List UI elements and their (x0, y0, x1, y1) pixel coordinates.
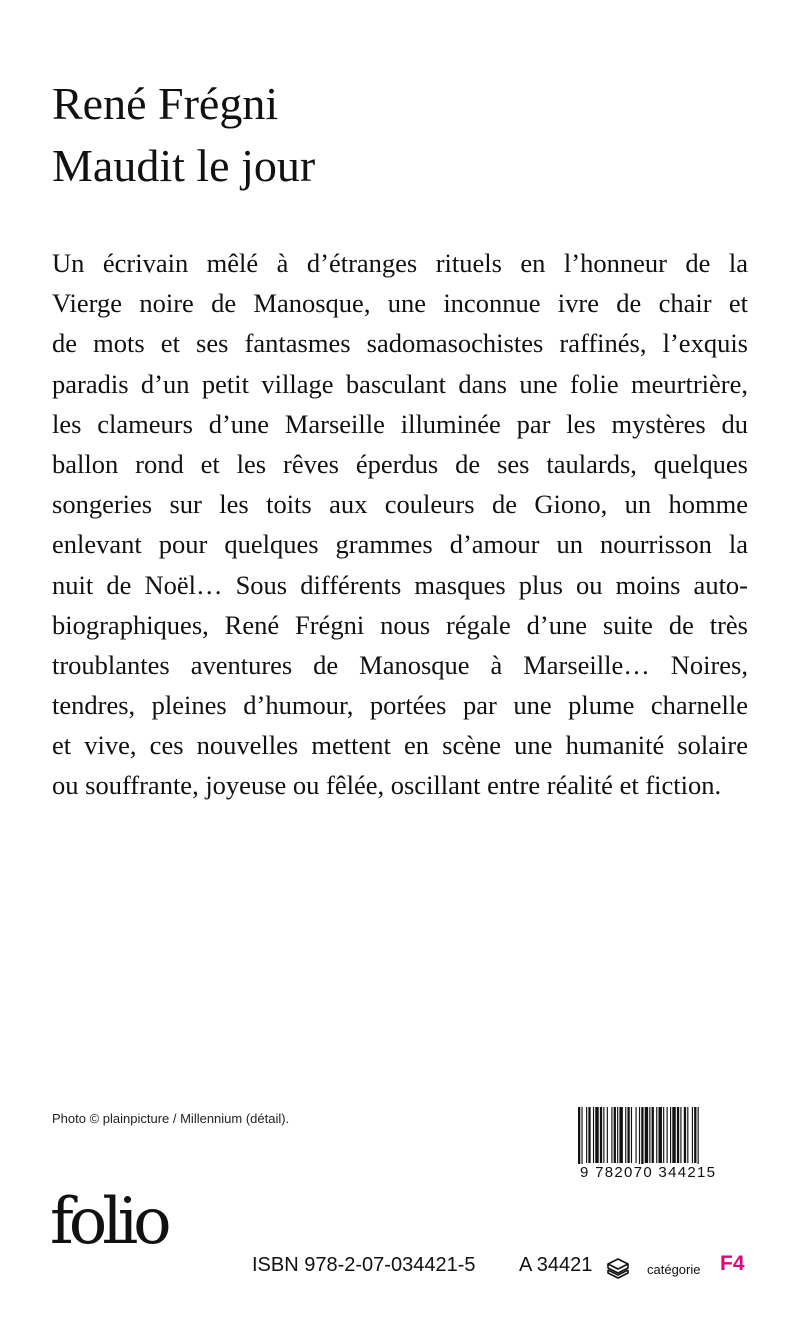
blurb-line: Un écrivain mêlé à d’étranges rituels en l’honneur de la (52, 248, 748, 278)
barcode-number: 9 782070 344215 (578, 1164, 750, 1181)
blurb-line: nuit de Noël… Sous différents masques plus ou moins auto- (52, 569, 748, 600)
blurb-line: troublantes aventures de Manosque à Marseille… Noires, (52, 649, 748, 680)
category-value: F4 (720, 1252, 745, 1275)
blurb-line: paradis d’un petit village basculant dans une folie meurtrière, (52, 368, 748, 399)
blurb-line: biographiques, René Frégni nous régale d’une suite de très (52, 609, 748, 640)
folio-logo: folio (50, 1185, 167, 1259)
back-cover-blurb (52, 243, 748, 806)
blurb-line: enlevant pour quelques grammes d’amour un nourrisson la (52, 529, 748, 560)
isbn-text: ISBN 978-2-07-034421-5 (252, 1254, 476, 1276)
photo-credit: Photo © plainpicture / Millennium (détail). (52, 1111, 290, 1126)
books-icon (605, 1254, 631, 1280)
book-title: Maudit le jour (52, 140, 316, 191)
blurb-line: ou souffrante, joyeuse ou fêlée, oscillant entre réalité et fiction. (52, 770, 722, 801)
blurb-line: les clameurs d’une Marseille illuminée par les mystères du (52, 408, 748, 439)
blurb-line: Vierge noire de Manosque, une inconnue ivre de chair et (52, 288, 748, 319)
category-label: catégorie (647, 1262, 701, 1277)
author-name: René Frégni (52, 78, 279, 129)
catalog-code: A 34421 (519, 1254, 593, 1276)
blurb-line: ballon rond et les rêves éperdus de ses taulards, quelques (52, 448, 748, 479)
blurb-line: de mots et ses fantasmes sadomasochistes raffinés, l’exquis (52, 328, 748, 359)
blurb-line: tendres, pleines d’humour, portées par une plume charnelle (52, 690, 748, 721)
blurb-line: songeries sur les toits aux couleurs de Giono, un homme (52, 489, 748, 520)
blurb-line: et vive, ces nouvelles mettent en scène une humanité solaire (52, 730, 748, 761)
